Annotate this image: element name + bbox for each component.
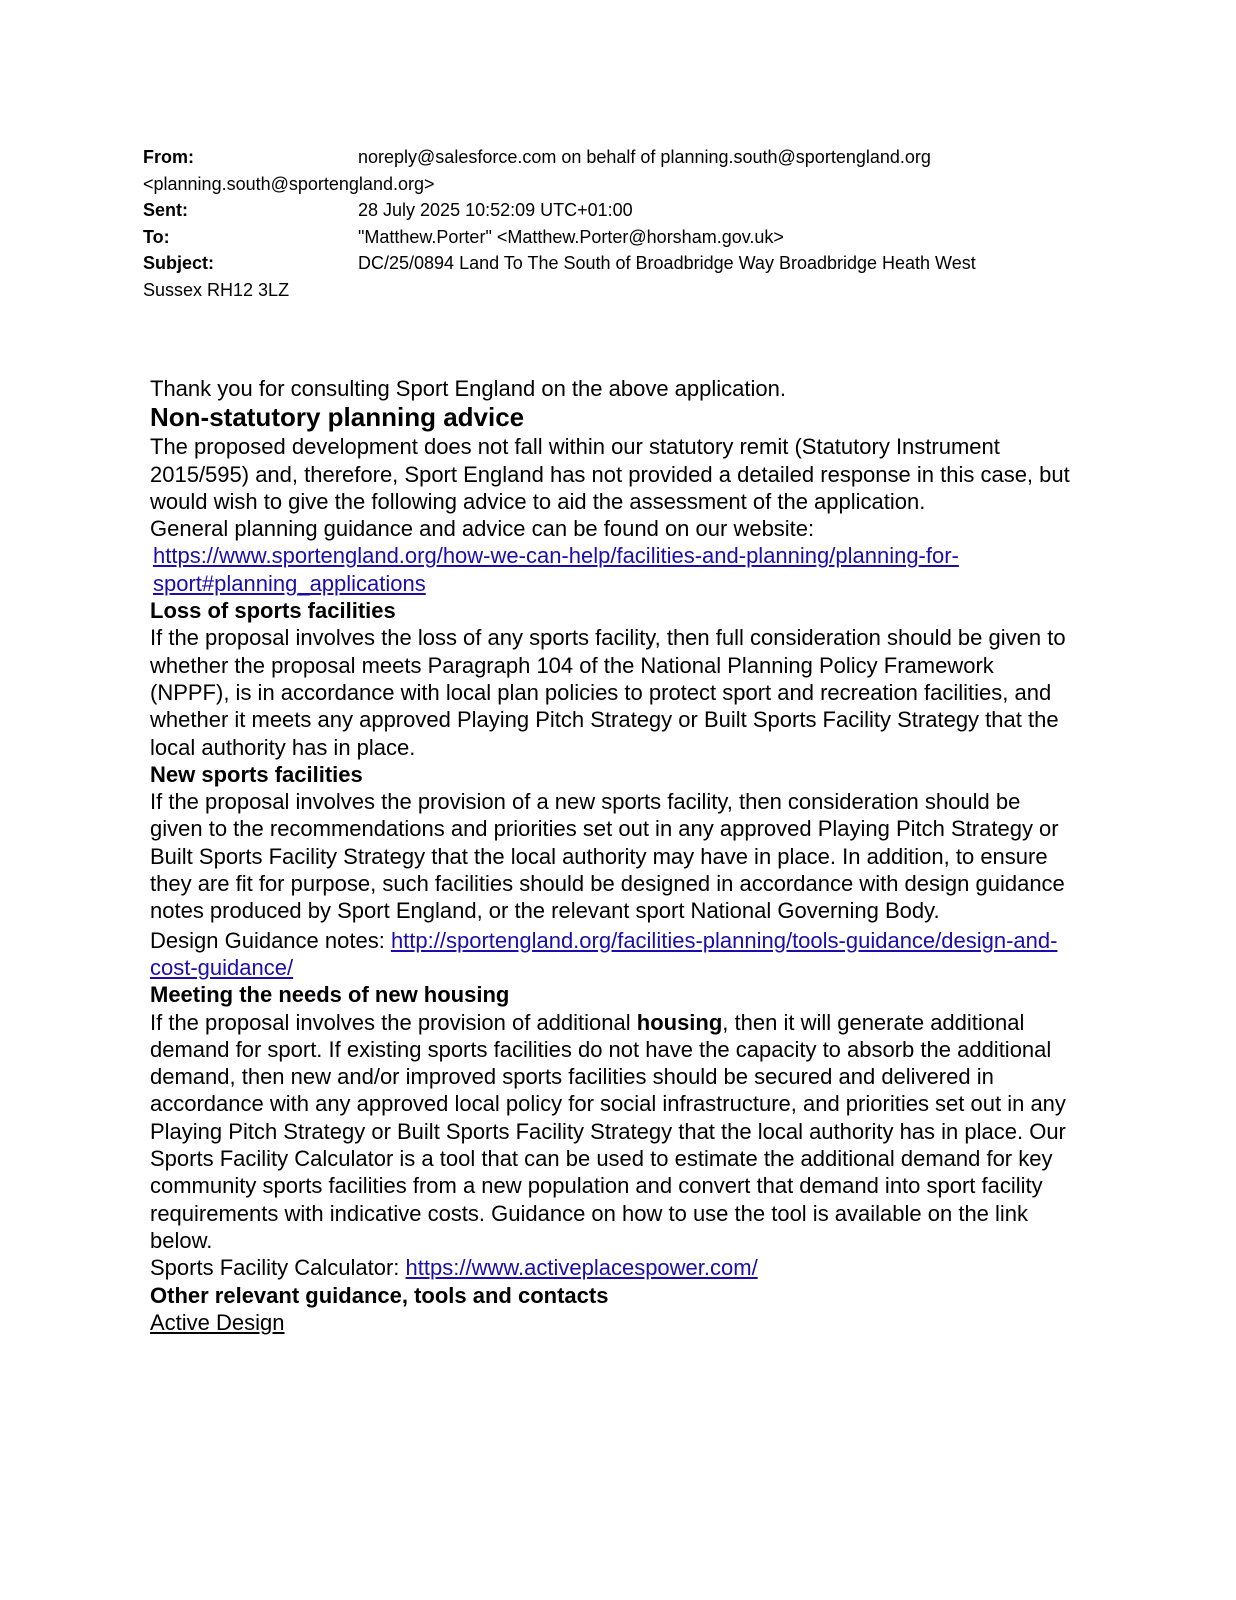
new-facilities-heading: New sports facilities (150, 761, 363, 787)
planning-applications-link[interactable]: https://www.sportengland.org/how-we-can-help/facilities-and-planning/planning-for-sport#planning_applications (153, 543, 959, 596)
active-design-link[interactable]: Active Design (150, 1309, 285, 1335)
remit-paragraph: The proposed development does not fall within our statutory remit (Statutory Instrument 2015/595) and, therefore, Sport England has not provided a detailed response in this case, but would wish to give the following advice to aid the assessment of the application. (150, 434, 1070, 514)
from-value: noreply@salesforce.com on behalf of planning.south@sportengland.org (358, 147, 931, 167)
from-label: From: (143, 147, 194, 167)
subject-label: Subject: (143, 253, 215, 274)
new-facilities-paragraph: If the proposal involves the provision of a new sports facility, then consideration should be given to the recommendations and priorities set out in any approved Playing Pitch Strategy or Built Sports Facility Strategy that the local authority may have in place. In addition, to ensure they are fit for purpose, such facilities should be designed in accordance with design guidance notes produced by Sport England, or the relevant sport National Governing Body. (150, 789, 1065, 924)
intro-text: Thank you for consulting Sport England on the above application. (150, 376, 786, 401)
guidance-paragraph: General planning guidance and advice can be found on our website: (150, 516, 815, 542)
subject-value-cont: Sussex RH12 3LZ (143, 279, 290, 300)
loss-paragraph: If the proposal involves the loss of any sports facility, then full consideration should be given to whether the proposal meets Paragraph 104 of the National Planning Policy Framework (NPPF), is in accordance with local plan policies to protect sport and recreation facilities, and whether it meets any approved Playing Pitch Strategy or Built Sports Facility Strategy that the local authority has in place. (150, 625, 1066, 760)
from-row (143, 144, 1063, 171)
to-row (143, 224, 1063, 251)
email-header (143, 144, 1063, 304)
design-guidance-link[interactable]: http://sportengland.org/facilities-planning/tools-guidance/design-and-cost-guidance/ (150, 927, 1058, 980)
housing-bold: housing (636, 1009, 723, 1035)
calculator-line (150, 1254, 1075, 1281)
design-guidance-label: Design Guidance notes: (150, 927, 391, 953)
section-title: Non-statutory planning advice (150, 402, 525, 433)
to-value: "Matthew.Porter" <Matthew.Porter@horsham.gov.uk> (358, 226, 784, 247)
from-value-cont: <planning.south@sportengland.org> (143, 173, 435, 194)
housing-paragraph (150, 1009, 1075, 1255)
sent-row (143, 197, 1063, 224)
subject-value: DC/25/0894 Land To The South of Broadbridge Way Broadbridge Heath West (358, 253, 976, 274)
loss-heading: Loss of sports facilities (150, 598, 396, 624)
housing-text-b: , then it will generate additional demand for sport. If existing sports facilities do not have the capacity to absorb the additional demand, then new and/or improved sports facilities should be secured and delivered in accordance with any approved local policy for social infrastructure, and priorities set out in any Playing Pitch Strategy or Built Sports Facility Strategy that the local authority has in place. Our Sports Facility Calculator is a tool that can be used to estimate the additional demand for key community sports facilities from a new population and convert that demand into sport facility requirements with indicative costs. Guidance on how to use the tool is available on the link below. (150, 1009, 1066, 1253)
sent-label: Sent: (143, 200, 188, 221)
design-guidance-line (150, 927, 1075, 982)
calculator-link[interactable]: https://www.activeplacespower.com/ (405, 1255, 758, 1281)
housing-text-a: If the proposal involves the provision of additional (150, 1009, 637, 1035)
other-guidance-heading: Other relevant guidance, tools and contacts (150, 1282, 609, 1308)
email-body (150, 375, 1075, 1336)
to-label: To: (143, 226, 170, 247)
sent-value: 28 July 2025 10:52:09 UTC+01:00 (358, 200, 633, 221)
subject-row (143, 250, 1063, 277)
housing-heading: Meeting the needs of new housing (150, 982, 510, 1008)
calculator-label: Sports Facility Calculator: (150, 1255, 406, 1281)
